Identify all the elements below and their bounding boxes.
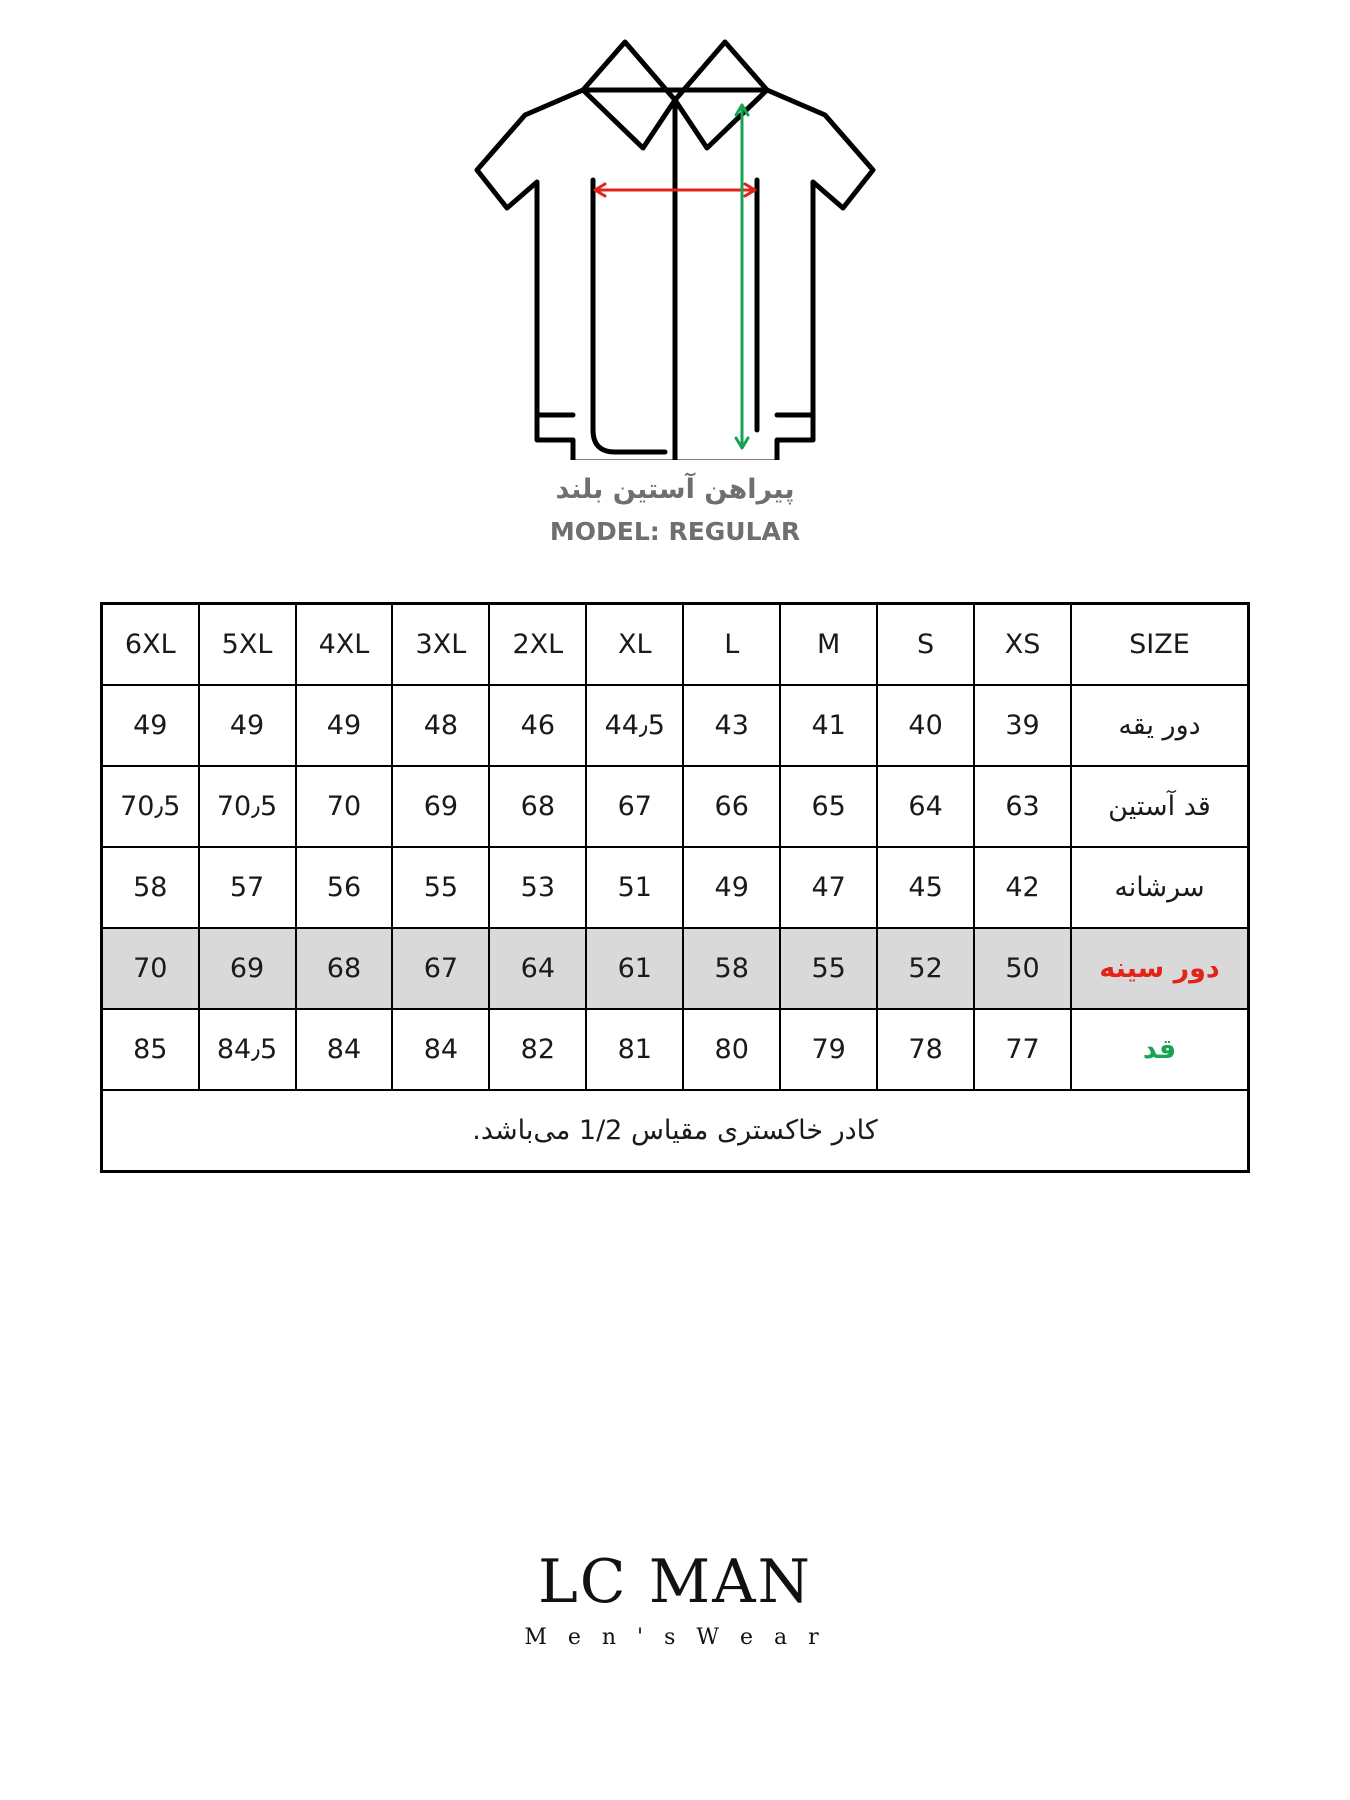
header-size-m: M xyxy=(780,604,877,686)
header-size-6xl: 6XL xyxy=(102,604,199,686)
cell-length-5xl: 84٫5 xyxy=(199,1009,296,1090)
cell-shoulder-s: 45 xyxy=(877,847,974,928)
table-row xyxy=(102,847,1249,928)
header-size-xl: XL xyxy=(586,604,683,686)
shirt-illustration xyxy=(465,30,885,460)
cell-chest-5xl: 69 xyxy=(199,928,296,1009)
header-size-3xl: 3XL xyxy=(392,604,489,686)
product-title: پیراهن آستین بلند xyxy=(555,474,795,505)
cell-shoulder-5xl: 57 xyxy=(199,847,296,928)
model-label: MODEL: REGULAR xyxy=(549,517,801,546)
cell-sleeve-5xl: 70٫5 xyxy=(199,766,296,847)
cell-shoulder-l: 49 xyxy=(683,847,780,928)
cell-chest-xl: 61 xyxy=(586,928,683,1009)
brand-footer xyxy=(0,1547,1350,1650)
cell-chest-3xl: 67 xyxy=(392,928,489,1009)
cell-collar-6xl: 49 xyxy=(102,685,199,766)
size-table xyxy=(100,602,1250,1173)
cell-sleeve-xl: 67 xyxy=(586,766,683,847)
table-row xyxy=(102,1009,1249,1090)
table-row xyxy=(102,685,1249,766)
cell-shoulder-3xl: 55 xyxy=(392,847,489,928)
header-size-5xl: 5XL xyxy=(199,604,296,686)
cell-sleeve-l: 66 xyxy=(683,766,780,847)
brand-tagline: M e n ' s W e a r xyxy=(524,1625,826,1650)
cell-length-xs: 77 xyxy=(974,1009,1071,1090)
cell-shoulder-m: 47 xyxy=(780,847,877,928)
cell-collar-5xl: 49 xyxy=(199,685,296,766)
header-size-4xl: 4XL xyxy=(296,604,393,686)
cell-length-m: 79 xyxy=(780,1009,877,1090)
cell-chest-s: 52 xyxy=(877,928,974,1009)
cell-shoulder-2xl: 53 xyxy=(489,847,586,928)
row-label-length: قد xyxy=(1071,1009,1249,1090)
table-row xyxy=(102,766,1249,847)
cell-sleeve-3xl: 69 xyxy=(392,766,489,847)
cell-length-s: 78 xyxy=(877,1009,974,1090)
cell-sleeve-m: 65 xyxy=(780,766,877,847)
cell-sleeve-s: 64 xyxy=(877,766,974,847)
cell-length-2xl: 82 xyxy=(489,1009,586,1090)
cell-length-4xl: 84 xyxy=(296,1009,393,1090)
size-table-wrapper xyxy=(100,602,1250,1173)
table-header-row xyxy=(102,604,1249,686)
cell-length-3xl: 84 xyxy=(392,1009,489,1090)
table-note-row xyxy=(102,1090,1249,1172)
cell-collar-3xl: 48 xyxy=(392,685,489,766)
cell-chest-xs: 50 xyxy=(974,928,1071,1009)
cell-collar-m: 41 xyxy=(780,685,877,766)
cell-chest-6xl: 70 xyxy=(102,928,199,1009)
table-row-highlighted xyxy=(102,928,1249,1009)
cell-chest-l: 58 xyxy=(683,928,780,1009)
cell-collar-2xl: 46 xyxy=(489,685,586,766)
cell-length-l: 80 xyxy=(683,1009,780,1090)
header-size-xs: XS xyxy=(974,604,1071,686)
size-table-body xyxy=(102,604,1249,1172)
caption-block xyxy=(0,474,1350,546)
row-label-sleeve: قد آستین xyxy=(1071,766,1249,847)
cell-collar-l: 43 xyxy=(683,685,780,766)
brand-logo: LC MAN xyxy=(537,1547,813,1617)
cell-shoulder-4xl: 56 xyxy=(296,847,393,928)
cell-sleeve-2xl: 68 xyxy=(489,766,586,847)
row-label-shoulder: سرشانه xyxy=(1071,847,1249,928)
cell-shoulder-xl: 51 xyxy=(586,847,683,928)
header-size-s: S xyxy=(877,604,974,686)
row-label-chest: دور سینه xyxy=(1071,928,1249,1009)
header-size-l: L xyxy=(683,604,780,686)
cell-sleeve-xs: 63 xyxy=(974,766,1071,847)
cell-length-6xl: 85 xyxy=(102,1009,199,1090)
cell-chest-4xl: 68 xyxy=(296,928,393,1009)
header-size-2xl: 2XL xyxy=(489,604,586,686)
cell-collar-xs: 39 xyxy=(974,685,1071,766)
cell-length-xl: 81 xyxy=(586,1009,683,1090)
cell-sleeve-4xl: 70 xyxy=(296,766,393,847)
row-label-collar: دور یقه xyxy=(1071,685,1249,766)
cell-shoulder-6xl: 58 xyxy=(102,847,199,928)
cell-chest-m: 55 xyxy=(780,928,877,1009)
cell-chest-2xl: 64 xyxy=(489,928,586,1009)
cell-sleeve-6xl: 70٫5 xyxy=(102,766,199,847)
cell-collar-xl: 44٫5 xyxy=(586,685,683,766)
cell-collar-4xl: 49 xyxy=(296,685,393,766)
cell-shoulder-xs: 42 xyxy=(974,847,1071,928)
cell-collar-s: 40 xyxy=(877,685,974,766)
scale-note: کادر خاکستری مقیاس 1/2 می‌باشد. xyxy=(102,1090,1249,1172)
header-size-label: SIZE xyxy=(1071,604,1249,686)
